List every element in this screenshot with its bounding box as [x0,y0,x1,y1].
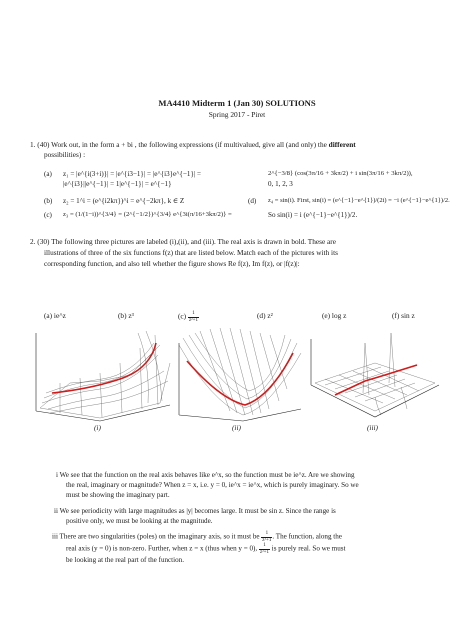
q2-line2: illustrations of three of the six functions f(z) that are listed below. Match each of the pictures with its [44,248,338,257]
option-a: (a) ie^z [44,311,66,320]
q1-line2: possibilities) : [44,150,86,159]
plot-i-wire [40,331,170,418]
plot-i-real-axis [52,343,156,393]
plot-iii-real-axis [335,365,417,395]
option-c-num: 1 [188,311,199,318]
q1-line1: 1. (40) Work out, in the form a + bi , the following expressions (if multivalued, give all (and only) the [30,140,327,149]
q2-line3: corresponding function, and also tell whether the figure shows Re f(z), Im f(z), or |f(z)|: [44,259,300,268]
option-f: (f) sin z [392,311,415,320]
q1b-label: (b) [44,197,53,205]
answer-i-line3: must be showing the imaginary part. [66,491,170,499]
page-title: MA4410 Midterm 1 (Jan 30) SOLUTIONS [158,98,316,108]
page-subtitle: Spring 2017 - Piret [208,110,266,119]
q1-bold-word: different [328,140,356,149]
option-c [178,311,199,323]
answer-iii-text1b: . The function, along the [272,532,342,541]
answer-i-line1: i We see that the function on the real axis behaves like e^x, so the function must be ie^z. Are we showing [56,471,355,479]
q1a-expr2: |e^{i3}||e^{−1}| = 1|e^{−1}| = e^{−1} [63,180,172,188]
plot-ii [175,323,305,423]
answer-iii-line3: be looking at the real part of the function. [66,556,184,564]
answer-ii-line2: positive only, we must be looking at the magnitude. [66,517,213,525]
q1c-expr: z₃ = (1/(1−i))^{3/4} = (2^{−1/2})^{3/4} e^{3i(π/16+3kπ/2)} = [63,211,232,218]
q1a-expr: z₁ = |e^{i(3+i)}| = |e^{i3−1}| = |e^{i3}e^{−1}| = [63,170,202,178]
plot-iii [305,323,445,423]
option-c-label: (c) [178,311,187,321]
q2-line1: 2. (30) The following three pictures are labeled (i),(ii), and (iii). The real axis is drawn in bold. These are [30,237,336,246]
plot-i-axes [36,333,170,421]
answer-iii-frac2-den: z²+1 [259,549,270,555]
caption-i: (i) [94,423,101,432]
option-c-fraction [188,311,199,323]
option-d: (d) z² [257,311,273,320]
q1c-label: (c) [44,211,52,219]
q1-continued-expr: 2^{−3/8} (cos(3π/16 + 3kπ/2) + i sin(3π/16 + 3kπ/2)), [268,170,413,177]
plot-ii-axes [179,343,301,421]
q1b-expr: z₂ = 1^i = (e^{i2kπ})^i = e^{−2kπ}, k ∈ Z [63,197,185,205]
answer-iii-text1: iii There are two singularities (poles) on the imaginary axis, so it must be [52,532,260,541]
answer-iii-fraction2 [259,543,270,555]
q1a-label: (a) [44,170,52,178]
answer-iii-frac1-num: 1 [261,531,272,538]
option-b: (b) z³ [118,311,134,320]
answer-iii-frac1-den: z²+1 [262,537,272,543]
answer-iii-fraction1 [261,531,272,543]
answer-i-line2: the real, imaginary or magnitude? When z = x, i.e. y = 0, ie^x = ie^x, which is purely imaginary. So we [66,481,359,489]
answer-iii-frac2-num: 1 [259,543,270,550]
answer-iii-line1 [52,531,342,543]
answer-iii-line2 [66,543,345,555]
option-e: (e) log z [322,311,347,320]
caption-iii: (iii) [367,423,378,432]
answer-ii-line1: ii We see periodicity with large magnitudes as |y| becomes large. It must be sin z. Since the range is [54,507,336,515]
q1-k-values: 0, 1, 2, 3 [268,180,293,188]
plot-iii-wire [315,333,435,415]
q1d-expr-so: So sin(i) = i (e^{−1}−e^{1})/2. [268,211,358,219]
q1d-label: (d) [248,197,257,205]
plot-i [30,323,175,423]
caption-ii: (ii) [232,423,241,432]
answer-iii-text2: real axis (y = 0) is non-zero. Further, when z = x (thus when y = 0), [66,544,258,553]
q1-intro [30,140,356,150]
option-c-den: z²+1 [188,317,198,323]
q1d-expr: z₄ = sin(i). First, sin(i) = (e^{−1}−e^{1})/(2i) = −i (e^{−1}−e^{1})/2. [268,197,450,204]
answer-iii-text2b: is purely real. So we must [271,544,346,553]
